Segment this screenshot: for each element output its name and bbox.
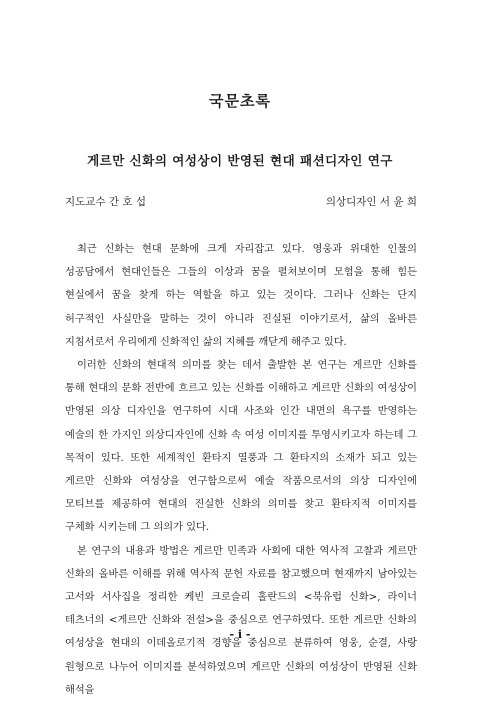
abstract-paragraph-2: 이러한 신화의 현대적 의미를 찾는 데서 출발한 본 연구는 게르만 신화를 통해 현대의 문화 전반에 흐르고 있는 신화를 이해하고 게르만 신화의 여성상이 반영된 의상 디자인을 연구하여 시대 사조와 인간 내면의 욕구를 반영하는 예술의 한 가지인 의상디자인에 신화 속 여성 이미지를 투영시키고자 하는데 그 목적이 있다. 또한 세계적인 환타지 열풍과 그 환타지의 소재가 되고 있는 게르만 신화와 여성상을 연구함으로써 예술 작품으로서의 의상 디자인에 모티브를 제공하여 현대의 진실한 신화의 의미를 찾고 환타지적 이미지를 구체화 시키는데 그 의의가 있다. [65, 360, 417, 534]
abstract-paragraph-1: 최근 신화는 현대 문화에 크게 자리잡고 있다. 영웅과 위대한 인물의 성공담에서 현대인들은 그들의 이상과 꿈을 펼쳐보이며 모험을 통해 힘든 현실에서 꿈을 찾게 하는 역할을 하고 있는 것이다. 그러나 신화는 단지 허구적인 사실만을 말하는 것이 아니라 진실된 이야기로서, 삶의 올바른 지침서로서 우리에게 신화적인 삶의 지혜를 깨닫게 해주고 있다. [65, 244, 417, 348]
advisor-name: 지도교수 간 호 섭 [65, 196, 147, 208]
page-number: - i - [229, 628, 251, 641]
author-name: 의상디자인 서 윤 희 [325, 196, 417, 208]
author-row [65, 194, 417, 209]
thesis-title: 게르만 신화의 여성상이 반영된 현대 패션디자인 연구 [87, 153, 393, 168]
abstract-heading: 국문초록 [209, 92, 271, 110]
abstract-paragraph-3: 본 연구의 내용과 방법은 게르만 민족과 사회에 대한 역사적 고찰과 게르만 신화의 올바른 이해를 위해 역사적 문헌 자료를 참고했으며 현재까지 남아있는 고서와 서사집을 정리한 케빈 크로슬리 홀란드의 <북유럽 신화>, 라이너 테츠너의 <게르만 신화와 전설>을 중심으로 연구하였다. 또한 게르만 신화의 여성상을 현대의 이데올로기적 경향을 중심으로 분류하여 영웅, 순결, 사랑 원형으로 나누어 이미지를 분석하였으며 게르만 신화의 여성상이 반영된 신화 해석을 [65, 545, 417, 696]
